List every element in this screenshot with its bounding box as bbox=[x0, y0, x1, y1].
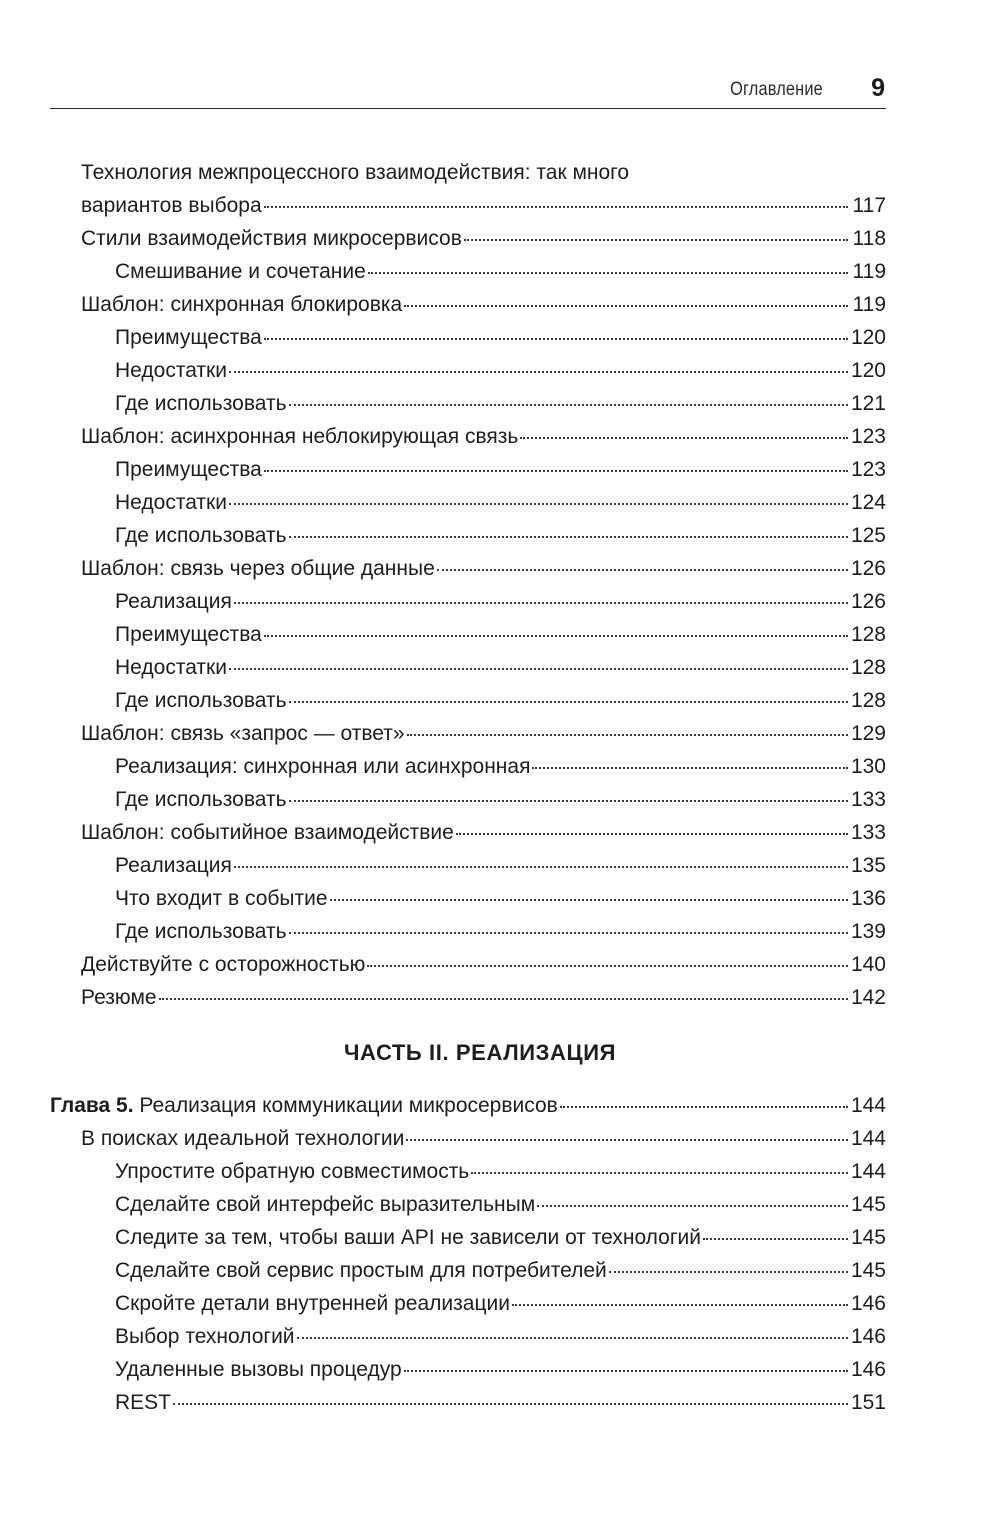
toc-entry bbox=[81, 981, 886, 1014]
dot-leader bbox=[368, 272, 848, 274]
dot-leader bbox=[234, 866, 848, 868]
toc-subentry bbox=[115, 486, 886, 519]
toc-entry bbox=[81, 816, 886, 849]
dot-leader bbox=[264, 206, 848, 208]
dot-leader bbox=[330, 899, 848, 901]
toc-entry bbox=[81, 222, 886, 255]
toc-chapter-title bbox=[50, 1089, 558, 1122]
dot-leader bbox=[532, 767, 848, 769]
toc-entry-title: Сделайте свой интерфейс выразительным bbox=[115, 1193, 536, 1216]
toc-entry-page: 145 bbox=[850, 1259, 886, 1282]
toc-entry-title: Шаблон: асинхронная неблокирующая связь bbox=[81, 425, 519, 448]
toc-subentry bbox=[115, 1155, 886, 1188]
part-title: ЧАСТЬ II. РЕАЛИЗАЦИЯ bbox=[343, 1040, 617, 1065]
toc-entry-title: В поисках идеальной технологии bbox=[81, 1127, 405, 1150]
toc-subentry bbox=[115, 651, 886, 684]
toc-entry-page: 128 bbox=[850, 623, 886, 646]
toc-entry bbox=[81, 288, 886, 321]
toc-subentry bbox=[115, 1386, 886, 1419]
toc-entry-title: Недостатки bbox=[115, 656, 227, 679]
dot-leader bbox=[406, 1139, 848, 1141]
toc-entry-title: Реализация: синхронная или асинхронная bbox=[115, 755, 531, 778]
dot-leader bbox=[464, 239, 848, 241]
toc-chapter-entry bbox=[50, 1089, 886, 1122]
toc-entry-page: 135 bbox=[850, 854, 886, 877]
toc-entry-page: 119 bbox=[852, 260, 886, 283]
dot-leader bbox=[289, 932, 848, 934]
running-header-title: Оглавление bbox=[730, 79, 823, 100]
toc-entry-title: Выбор технологий bbox=[115, 1325, 295, 1348]
dot-leader bbox=[159, 998, 848, 1000]
toc-entry-page: 130 bbox=[850, 755, 886, 778]
toc-entry-title: Сделайте свой сервис простым для потребителей bbox=[115, 1259, 607, 1282]
dot-leader bbox=[289, 404, 848, 406]
toc-subentry bbox=[115, 1188, 886, 1221]
toc-entry-page: 126 bbox=[850, 590, 886, 613]
toc-entry-first-line: Технология межпроцессного взаимодействия: так много bbox=[81, 161, 630, 184]
toc-subentry bbox=[115, 1287, 886, 1320]
toc-entry-page: 145 bbox=[850, 1193, 886, 1216]
toc-entry-page: 117 bbox=[852, 194, 886, 217]
toc-entry-title: Реализация bbox=[115, 590, 232, 613]
toc-entry-title: Где использовать bbox=[115, 689, 287, 712]
toc-entry-title: Шаблон: событийное взаимодействие bbox=[81, 821, 454, 844]
toc-entry-page: 128 bbox=[850, 689, 886, 712]
dot-leader bbox=[404, 305, 848, 307]
toc-entry-title: REST bbox=[115, 1391, 172, 1414]
toc-subentry bbox=[115, 321, 886, 354]
toc-entry-page: 120 bbox=[850, 326, 886, 349]
toc-subentry bbox=[115, 387, 886, 420]
toc-entry-page: 124 bbox=[850, 491, 886, 514]
toc-entry bbox=[81, 552, 886, 585]
toc-entry-page: 119 bbox=[852, 293, 886, 316]
dot-leader bbox=[264, 635, 848, 637]
dot-leader bbox=[437, 569, 848, 571]
toc-subentry bbox=[115, 783, 886, 816]
dot-leader bbox=[229, 503, 848, 505]
running-header bbox=[50, 68, 886, 109]
toc-entry-title: Стили взаимодействия микросервисов bbox=[81, 227, 462, 250]
toc-subentry bbox=[115, 882, 886, 915]
toc-entry-title: Следите за тем, чтобы ваши API не зависели от технологий bbox=[115, 1226, 701, 1249]
dot-leader bbox=[289, 701, 848, 703]
toc-entry-title: Преимущества bbox=[115, 623, 262, 646]
dot-leader bbox=[520, 437, 848, 439]
toc-entry-title: Резюме bbox=[81, 986, 157, 1009]
toc-subentry bbox=[115, 849, 886, 882]
dot-leader bbox=[703, 1238, 848, 1240]
dot-leader bbox=[229, 668, 848, 670]
toc-subentry bbox=[115, 915, 886, 948]
toc-subentry bbox=[115, 585, 886, 618]
chapter-label: Глава 5. bbox=[50, 1094, 134, 1117]
toc-subentry bbox=[115, 750, 886, 783]
toc-entry-title: Шаблон: связь «запрос — ответ» bbox=[81, 722, 405, 745]
toc-subentry bbox=[115, 354, 886, 387]
toc-entry-page: 133 bbox=[850, 821, 886, 844]
toc-entry bbox=[81, 420, 886, 453]
toc-entry-page: 120 bbox=[850, 359, 886, 382]
dot-leader bbox=[537, 1205, 848, 1207]
toc-entry-title: Шаблон: синхронная блокировка bbox=[81, 293, 403, 316]
toc-subentry bbox=[115, 453, 886, 486]
toc-entry-title: вариантов выбора bbox=[81, 194, 262, 217]
toc-entry-page: 144 bbox=[850, 1127, 886, 1150]
toc-entry-page: 146 bbox=[850, 1292, 886, 1315]
dot-leader bbox=[404, 1370, 848, 1372]
toc-entry-title: Реализация bbox=[115, 854, 232, 877]
toc-entry-page: 144 bbox=[850, 1160, 886, 1183]
toc-entry-title: Что входит в событие bbox=[115, 887, 328, 910]
dot-leader bbox=[229, 371, 848, 373]
toc-subentry bbox=[115, 1353, 886, 1386]
dot-leader bbox=[297, 1337, 848, 1339]
toc-subentry bbox=[115, 684, 886, 717]
toc-subentry bbox=[115, 1221, 886, 1254]
toc-entry-title: Где использовать bbox=[115, 920, 287, 943]
toc-entry-page: 144 bbox=[850, 1094, 886, 1117]
toc-entry-page: 145 bbox=[850, 1226, 886, 1249]
toc-entry-page: 128 bbox=[850, 656, 886, 679]
toc-entry-page: 142 bbox=[850, 986, 886, 1009]
toc-entry-title: Где использовать bbox=[115, 788, 287, 811]
toc-entry-title: Действуйте с осторожностью bbox=[81, 953, 366, 976]
toc-entry-page: 129 bbox=[850, 722, 886, 745]
toc-entry-page: 123 bbox=[850, 425, 886, 448]
toc-entry-page: 121 bbox=[850, 392, 886, 415]
toc-entry-title: Где использовать bbox=[115, 524, 287, 547]
dot-leader bbox=[264, 338, 848, 340]
toc-entry bbox=[81, 948, 886, 981]
toc-entry-title: Где использовать bbox=[115, 392, 287, 415]
toc-entry-title: Смешивание и сочетание bbox=[115, 260, 366, 283]
dot-leader bbox=[407, 734, 848, 736]
toc-entry-page: 139 bbox=[850, 920, 886, 943]
dot-leader bbox=[471, 1172, 848, 1174]
dot-leader bbox=[512, 1304, 848, 1306]
toc-entry-page: 133 bbox=[850, 788, 886, 811]
toc-entry-page: 151 bbox=[850, 1391, 886, 1414]
toc-entry bbox=[81, 1122, 886, 1155]
toc-entry-page: 146 bbox=[850, 1358, 886, 1381]
toc-entry-page: 118 bbox=[852, 227, 886, 250]
toc-entry-title: Шаблон: связь через общие данные bbox=[81, 557, 435, 580]
toc-entry-title: Преимущества bbox=[115, 326, 262, 349]
toc-entry-title: Упростите обратную совместимость bbox=[115, 1160, 470, 1183]
dot-leader bbox=[367, 965, 848, 967]
toc-entry-title: Скройте детали внутренней реализации bbox=[115, 1292, 510, 1315]
chapter-title: Реализация коммуникации микросервисов bbox=[139, 1094, 558, 1117]
dot-leader bbox=[173, 1403, 848, 1405]
toc-entry-page: 123 bbox=[850, 458, 886, 481]
toc-subentry bbox=[115, 1320, 886, 1353]
dot-leader bbox=[289, 800, 848, 802]
page-number: 9 bbox=[871, 74, 885, 102]
toc-entry bbox=[81, 717, 886, 750]
toc-entry-page: 136 bbox=[850, 887, 886, 910]
toc-subentry bbox=[115, 618, 886, 651]
toc-entry-page: 146 bbox=[850, 1325, 886, 1348]
toc-entry-page: 140 bbox=[850, 953, 886, 976]
toc-entry-title: Преимущества bbox=[115, 458, 262, 481]
toc-entry-title: Недостатки bbox=[115, 359, 227, 382]
toc-entry-page: 126 bbox=[850, 557, 886, 580]
toc-entry-title: Недостатки bbox=[115, 491, 227, 514]
toc-subentry bbox=[115, 1254, 886, 1287]
dot-leader bbox=[609, 1271, 848, 1273]
dot-leader bbox=[234, 602, 848, 604]
toc-subentry bbox=[115, 255, 886, 288]
dot-leader bbox=[264, 470, 848, 472]
toc-subentry bbox=[115, 519, 886, 552]
dot-leader bbox=[289, 536, 848, 538]
toc-entry-title: Удаленные вызовы процедур bbox=[115, 1358, 402, 1381]
dot-leader bbox=[456, 833, 848, 835]
dot-leader bbox=[560, 1106, 848, 1108]
toc-entry bbox=[81, 189, 886, 222]
toc-entry-page: 125 bbox=[850, 524, 886, 547]
